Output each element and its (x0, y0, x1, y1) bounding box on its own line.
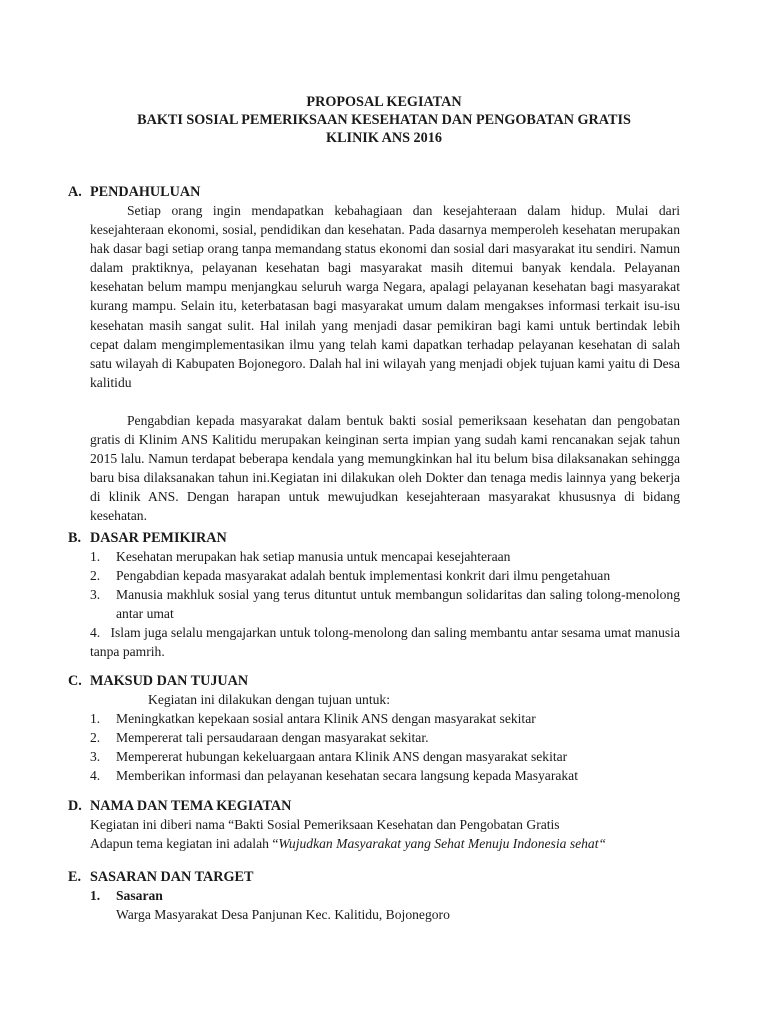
list-item: 2. Mempererat tali persaudaraan dengan masyarakat sekitar. (90, 730, 429, 745)
section-maksud-tujuan (68, 672, 680, 785)
section-heading: B. DASAR PEMIKIRAN (68, 530, 227, 546)
list-item: 2. Pengabdian kepada masyarakat adalah bentuk implementasi konkrit dari ilmu pengetahuan (90, 568, 611, 583)
sasaran-text: Warga Masyarakat Desa Panjunan Kec. Kalitidu, Bojonegoro (116, 907, 450, 922)
activity-name: Kegiatan ini diberi nama “Bakti Sosial Pemeriksaan Kesehatan dan Pengobatan Gratis (90, 817, 560, 832)
section-heading: A. PENDAHULUAN (68, 184, 201, 200)
intro-text: Kegiatan ini dilakukan dengan tujuan untuk: (148, 692, 390, 707)
list-item: 3. Manusia makhluk sosial yang terus dituntut untuk membangun solidaritas dan saling tolong-menolong antar umat (90, 587, 680, 621)
numbered-list (90, 709, 680, 785)
section-dasar-pemikiran (68, 529, 680, 661)
section-heading: C. MAKSUD DAN TUJUAN (68, 673, 249, 689)
paragraph: Setiap orang ingin mendapatkan kebahagiaan dan kesejahteraan dalam hidup. Mulai dari kesejahteraan ekonomi, sosial, pendidikan dan kesehatan. Pada dasarnya memperoleh kesehatan merupakan hak dasar bagi setiap orang tanpa memandang status ekonomi dan sosial dari masyarakat itu sendiri. Namun dalam praktiknya, pelayanan kesehatan bagi masyarakat masih ditemui banyak kendala. Pelayanan kesehatan belum mampu menjangkau seluruh warga Negara, apalagi pelayanan kesehatan bagi masyarakat kurang mampu. Selain itu, keterbatasan bagi masyarakat umum dalam mengakses informasi terkait isu-isu kesehatan masih sangat sulit. Hal inilah yang menjadi dasar pemikiran bagi kami untuk bertindak lebih cepat dalam mengimplementasikan ilmu yang telah kami dapatkan terhadap pelayanan kesehatan di salah satu wilayah di Kabupaten Bojonegoro. Dalah hal ini wilayah yang menjadi objek tujuan kami yaitu di Desa kalitidu (90, 203, 680, 390)
section-sasaran-target (68, 868, 680, 924)
list-item: 3. Mempererat hubungan kekeluargaan antara Klinik ANS dengan masyarakat sekitar (90, 749, 568, 764)
theme-text: Wujudkan Masyarakat yang Sehat Menuju Indonesia sehat“ (278, 836, 607, 851)
title-line-1: PROPOSAL KEGIATAN (306, 94, 462, 110)
list-item: 1. Meningkatkan kepekaan sosial antara Klinik ANS dengan masyarakat sekitar (90, 711, 536, 726)
section-pendahuluan (68, 183, 680, 526)
title-line-3: KLINIK ANS 2016 (326, 130, 442, 146)
section-heading: E. SASARAN DAN TARGET (68, 869, 254, 885)
list-item: 4. Islam juga selalu mengajarkan untuk tolong-menolong dan saling membantu antar sesama umat manusia tanpa pamrih. (90, 625, 680, 659)
numbered-list (90, 547, 680, 661)
document-title (0, 93, 768, 147)
section-nama-tema (68, 797, 680, 853)
title-line-2: BAKTI SOSIAL PEMERIKSAAN KESEHATAN DAN PENGOBATAN GRATIS (137, 112, 631, 128)
list-item: 1. Kesehatan merupakan hak setiap manusia untuk mencapai kesejahteraan (90, 549, 511, 564)
subheading-sasaran: 1. Sasaran (90, 888, 163, 903)
list-item: 4. Memberikan informasi dan pelayanan kesehatan secara langsung kepada Masyarakat (90, 768, 578, 783)
paragraph: Pengabdian kepada masyarakat dalam bentuk bakti sosial pemeriksaan kesehatan dan pengobatan gratis di Klinim ANS Kalitidu merupakan keinginan serta impian yang sudah kami rencanakan sejak tahun 2015 lalu. Namun terdapat beberapa kendala yang memungkinkan hal itu belum bisa dilaksanakan sehingga baru bisa dilaksanakan tahun ini.Kegiatan ini dilakukan oleh Dokter dan tenaga medis lainnya yang bekerja di klinik ANS. Dengan harapan untuk mewujudkan kesejahteraan masyarakat khususnya di bidang kesehatan. (90, 412, 680, 524)
activity-theme: Adapun tema kegiatan ini adalah “Wujudkan Masyarakat yang Sehat Menuju Indonesia sehat“ (90, 836, 607, 851)
section-heading: D. NAMA DAN TEMA KEGIATAN (68, 798, 292, 814)
